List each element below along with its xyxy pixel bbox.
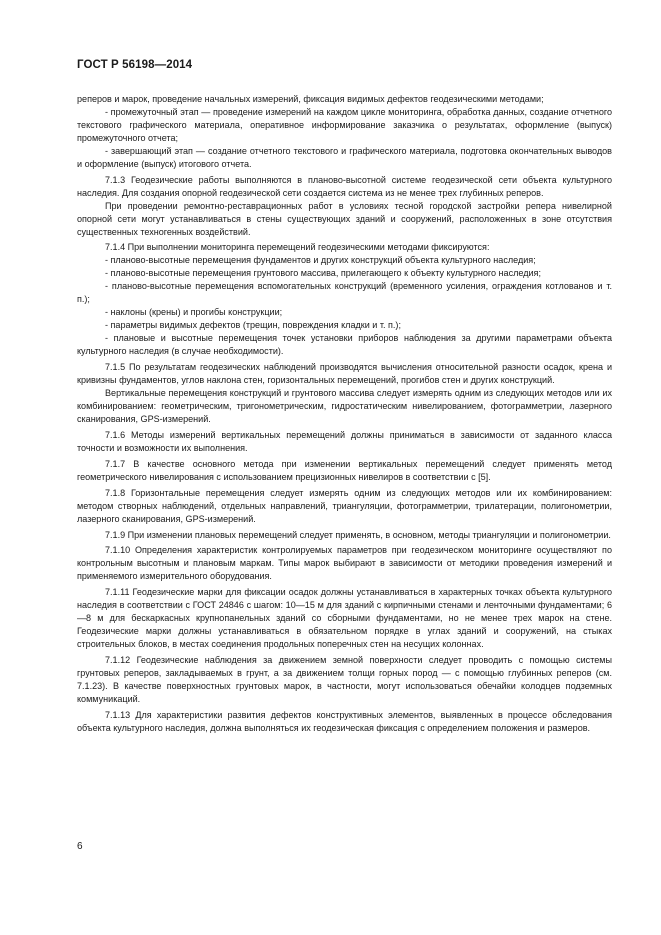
paragraph: 7.1.6 Методы измерений вертикальных перемещений должны приниматься в зависимости от заданного класса точности и возможности их выполнения. <box>77 429 612 453</box>
paragraph: 7.1.11 Геодезические марки для фиксации осадок должны устанавливаться в характерных точках объекта культурного наследия в соответствии с ГОСТ 24846 с шагом: 10—15 м для зданий с кирпичными стенами и ленточными фундаментами; 6—8 м для бескаркасных крупнопанельных зданий со сборными фундаментами, но не менее трех марок на стене. Геодезические марки должны устанавливаться в обязательном порядке в углах зданий и сооружений, на стыках строительных блоков, в местах соединения продольных поперечных стен на несущих колоннах. <box>77 587 612 650</box>
paragraph: - планово-высотные перемещения вспомогательных конструкций (временного усиления, ограждения котлованов и т. п.); <box>77 281 612 305</box>
paragraph: Вертикальные перемещения конструкций и грунтового массива следует измерять одним из следующих методов или их комбинированием: геометрическим, тригонометрическим, гидростатическим нивелированием, фотограмметрии, лазерного сканирования, GPS-измерений. <box>77 387 612 424</box>
paragraph: 7.1.7 В качестве основного метода при изменении вертикальных перемещений следует применять метод геометрического нивелирования с использованием прецизионных нивелиров в соответствии с [5]. <box>77 458 612 482</box>
paragraph: 7.1.13 Для характеристики развития дефектов конструктивных элементов, выявленных в процессе обследования объекта культурного наследия, должна выполняться их геодезическая фиксация с определением положения и размеров. <box>77 709 612 733</box>
paragraph: - наклоны (крены) и прогибы конструкции; <box>105 307 283 318</box>
paragraph: - промежуточный этап — проведение измерений на каждом цикле мониторинга, обработка данных, создание отчетного текстового графического материала, оперативное информирование заказчика о результатах, оформление (выпуск) промежуточного отчета; <box>77 106 612 143</box>
paragraph: - завершающий этап — создание отчетного текстового и графического материала, подготовка окончательных выводов и оформление (выпуск) итогового отчета. <box>77 145 612 169</box>
paragraph: - планово-высотные перемещения грунтового массива, прилегающего к объекту культурного наследия; <box>105 268 541 279</box>
paragraph: 7.1.10 Определения характеристик контролируемых параметров при геодезическом мониторинге осуществляют по контрольным высотным и плановым маркам. Типы марок выбирают в зависимости от методики проведения измерений и применяемого измерительного оборудования. <box>77 545 612 582</box>
paragraph: реперов и марок, проведение начальных измерений, фиксация видимых дефектов геодезическими методами; <box>77 94 544 104</box>
paragraph: 7.1.5 По результатам геодезических наблюдений производятся вычисления относительной разности осадок, крена и кривизны фундаментов, углов наклона стен, горизонтальных перемещений, прогибов стен и других конструкций. <box>77 362 612 386</box>
paragraph: - параметры видимых дефектов (трещин, повреждения кладки и т. п.); <box>105 320 401 331</box>
document-header: ГОСТ Р 56198—2014 <box>77 59 193 71</box>
page-number: 6 <box>77 841 83 852</box>
paragraph: 7.1.3 Геодезические работы выполняются в планово-высотной системе геодезической сети объекта культурного наследия. Для создания опорной геодезической сети создается система из не менее трех глубинных реперов. <box>77 174 612 198</box>
document-body <box>77 93 612 735</box>
paragraph: - плановые и высотные перемещения точек установки приборов наблюдения за другими параметрами объекта культурного наследия (в случае необходимости). <box>77 333 612 357</box>
paragraph: При проведении ремонтно-реставрационных работ в условиях тесной городской застройки репера нивелирной опорной сети могут устанавливаться в стены существующих зданий и сооружений, расположенных в зоне отсутствия существенных техногенных воздействий. <box>77 200 612 237</box>
paragraph: 7.1.12 Геодезические наблюдения за движением земной поверхности следует проводить с помощью системы грунтовых реперов, закладываемых в грунт, а за движением толщи горных пород — с помощью глубинных реперов (см. 7.1.23). В качестве поверхностных грунтовых марок, в частности, могут использоваться обечайки колодцев подземных коммуникаций. <box>77 655 612 704</box>
paragraph: 7.1.9 При изменении плановых перемещений следует применять, в основном, методы триангуляции и полигонометрии. <box>105 529 611 540</box>
paragraph: 7.1.8 Горизонтальные перемещения следует измерять одним из следующих методов или их комбинированием: методом створных наблюдений, отдельных направлений, триангуляции, фотограмметрии, трилатерации, полигонометрии, лазерного сканирования, GPS-измерений. <box>77 487 612 524</box>
paragraph: - планово-высотные перемещения фундаментов и других конструкций объекта культурного наследия; <box>105 255 536 266</box>
paragraph: 7.1.4 При выполнении мониторинга перемещений геодезическими методами фиксируются: <box>105 242 490 253</box>
